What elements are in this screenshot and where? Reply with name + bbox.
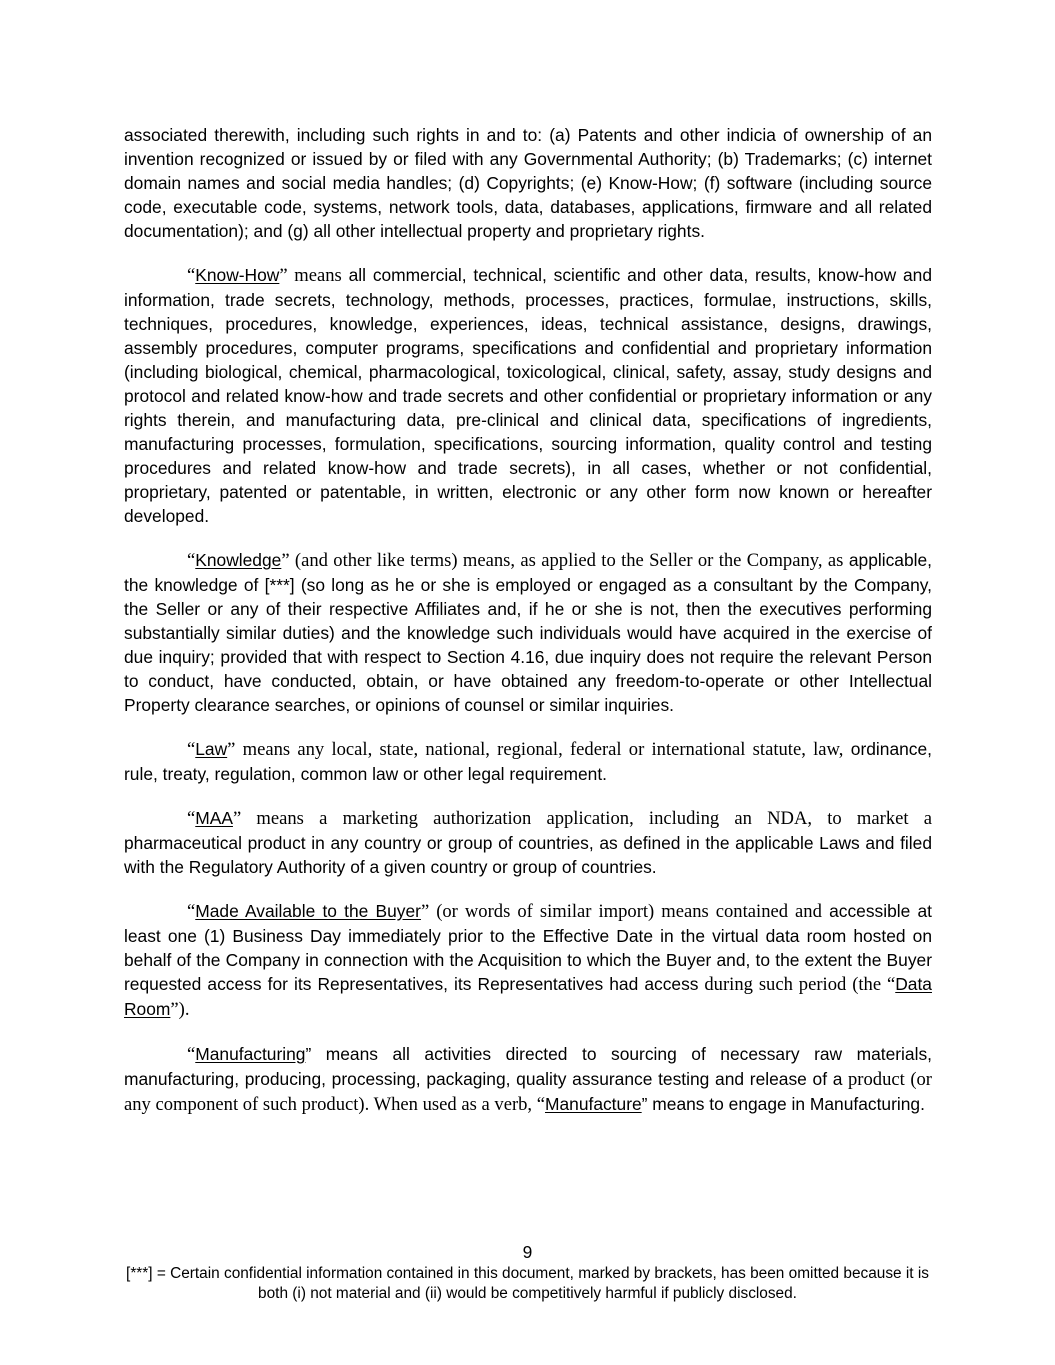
definition-law [124,737,932,786]
open-quote: “ [187,808,196,829]
definition-body: ” means all activities directed to sourcing of necessary raw materials, manufacturing, producing, processing, packaging, quality assurance testing and release of a [124,1044,932,1089]
confidentiality-footnote: [***] = Certain confidential information contained in this document, marked by brackets, has been omitted because it is both (i) not material and (ii) would be competitively harmful if publicly disclosed. [126,1265,929,1302]
open-quote: “ [187,1044,196,1065]
open-quote: “ [187,739,196,760]
defined-term-law: Law [195,739,228,759]
definition-body: all commercial, technical, scientific and other data, results, know-how and information, trade secrets, technology, methods, processes, practices, formulae, instructions, skills, techniques, procedures, knowledge, experiences, ideas, technical assistance, designs, drawings, assembly procedures, computer programs, specifications and confidential and proprietary information (including biological, chemical, pharmacological, toxicological, clinical, safety, assay, study designs and protocol and related know-how and trade secrets and other confidential or proprietary information or any rights therein, and manufacturing data, pre-clinical and clinical data, specifications of ingredients, manufacturing processes, formulation, specifications, sourcing information, quality control and testing procedures and related know-how and trade secrets), in all cases, whether or not confidential, proprietary, patented or patentable, in written, electronic or any other form now known or hereafter developed. [124,265,932,526]
definition-lead: ” (or words of similar import) means contained and [420,901,822,922]
open-quote: “ [187,265,196,286]
definition-body: applicable, the knowledge of [***] (so long as he or she is employed or engaged as a consultant by the Company, the Seller or any of their respective Affiliates and, if he or she is not, then the executives performing substantially similar duties) and the knowledge such individuals would have acquired in the exercise of due inquiry; provided that with respect to Section 4.16, due inquiry does not require the relevant Person to conduct, have conducted, obtain, or have obtained any freedom-to-operate or other Intellectual Property clearance searches, or opinions of counsel or similar inquiries. [124,550,933,715]
definition-serif-part: product (or any component of such product). When used as a verb, “ [124,1069,932,1115]
definition-know-how [124,263,932,528]
definition-body: accessible at least one (1) Business Day immediately prior to the Effective Date in the virtual data room hosted on behalf of the Company in connection with the Acquisition to which the Buyer and, to the extent the Buyer requested access for its Representatives, its Representatives had access [124,901,932,994]
defined-term-manufacturing: Manufacturing [195,1044,306,1064]
open-quote: “ [187,550,196,571]
definition-tail: during such period (the “ [698,974,896,995]
definition-manufacturing [124,1042,932,1117]
definition-maa [124,806,932,879]
defined-term-maa: MAA [195,808,233,828]
defined-term-knowledge: Knowledge [195,550,282,570]
definition-tail: ” means to engage in Manufacturing. [641,1094,925,1114]
paragraph-ip-continuation: associated therewith, including such rights in and to: (a) Patents and other indicia of ownership of an invention recognized or issued by or filed with any Governmental Authority; (b) Trademarks; (c) internet domain names and social media handles; (d) Copyrights; (e) Know-How; (f) software (including source code, executable code, systems, network tools, data, databases, applications, firmware and all related documentation); and (g) all other intellectual property and proprietary rights. [124,125,932,241]
document-body [124,123,932,1137]
definition-tail-close: ”). [170,999,190,1020]
defined-term-know-how: Know-How [195,265,280,285]
open-quote: “ [187,901,196,922]
definition-knowledge [124,548,932,717]
definition-lead: ” means any local, state, national, regional, federal or international statute, law, [227,739,844,760]
definition-lead: ” means [279,265,342,286]
definition-lead: ” (and other like terms) means, as applied to the Seller or the Company, as [281,550,844,571]
defined-term-manufacture: Manufacture [544,1094,642,1114]
definition-made-available [124,899,932,1022]
page-number: 9 [522,1242,533,1262]
defined-term-data-room: Data Room [124,974,932,1019]
definition-lead: ” means a marketing authorization application, including an NDA, to market a [232,808,932,829]
definition-body: pharmaceutical product in any country or group of countries, as defined in the applicable Laws and filed with the Regulatory Authority of a given country or group of countries. [124,833,932,877]
defined-term-made-available: Made Available to the Buyer [195,901,421,921]
definition-body: ordinance, rule, treaty, regulation, common law or other legal requirement. [124,739,932,784]
